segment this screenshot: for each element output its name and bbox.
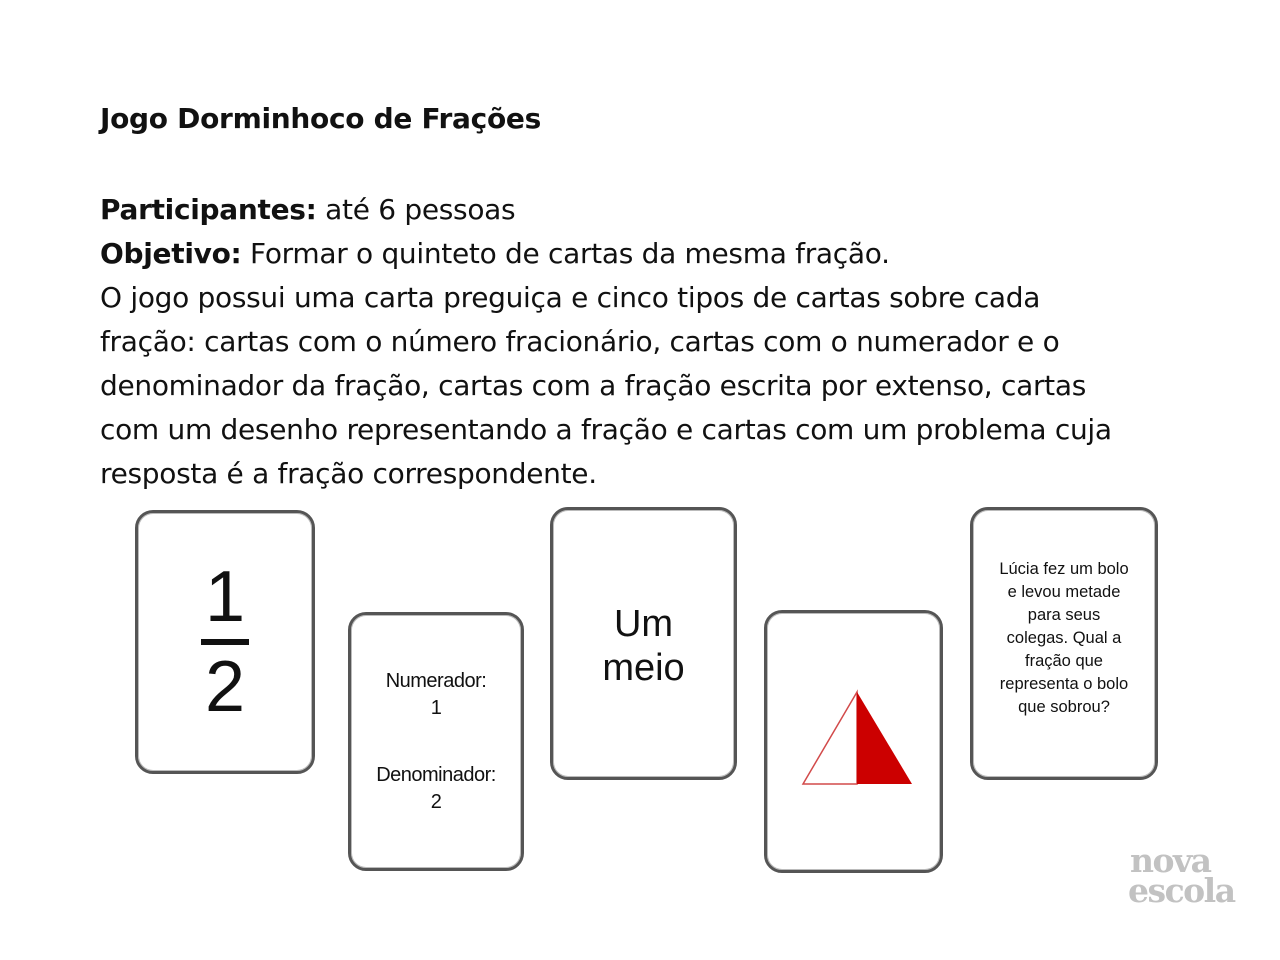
problem-line: fração que [1025,652,1103,670]
problem-line: Lúcia fez um bolo [999,560,1129,578]
logo-line-1: nova [1130,841,1211,880]
fraction [201,557,249,727]
description-line: fração: cartas com o número fracionário, cartas com o numerador e o [100,325,1060,358]
fraction-numerator: 1 [204,557,246,637]
problem-line: e levou metade [1007,583,1121,601]
card-fraction-problem [970,507,1158,780]
game-description [100,188,1112,496]
problem-line: colegas. Qual a [1006,629,1122,647]
card-fraction-words [550,507,737,780]
participants-value: até 6 pessoas [316,193,516,226]
words-line-1: Um [613,603,674,645]
objective-line [100,232,1112,276]
numerator-value: 1 [430,696,442,719]
objective-label: Objetivo: [100,237,242,270]
description-line: resposta é a fração correspondente. [100,457,597,490]
numerator-label: Numerador: [385,669,487,692]
participants-line [100,188,1112,232]
logo-line-2: escola [1128,871,1235,910]
participants-label: Participantes: [100,193,317,226]
nova-escola-logo [1128,841,1235,910]
card-numerator-denominator [348,612,524,871]
description-line: com um desenho representando a fração e cartas com um problema cuja [100,413,1112,446]
half-shaded-triangle-icon [764,610,943,873]
fraction-bar [201,639,249,645]
denominator-label: Denominador: [376,763,496,786]
objective-value: Formar o quinteto de cartas da mesma fração. [241,237,890,270]
card-fraction-number [135,510,315,774]
problem-line: para seus [1027,606,1101,624]
fraction-denominator: 2 [204,647,246,727]
words-line-2: meio [602,647,685,689]
description-line: O jogo possui uma carta preguiça e cinco tipos de cartas sobre cada [100,281,1041,314]
card-fraction-drawing [764,610,943,873]
denominator-value: 2 [430,790,442,813]
problem-line: representa o bolo [999,675,1129,693]
page-title: Jogo Dorminhoco de Frações [100,102,541,135]
problem-line: que sobrou? [1018,698,1110,716]
description-line: denominador da fração, cartas com a fração escrita por extenso, cartas [100,369,1086,402]
